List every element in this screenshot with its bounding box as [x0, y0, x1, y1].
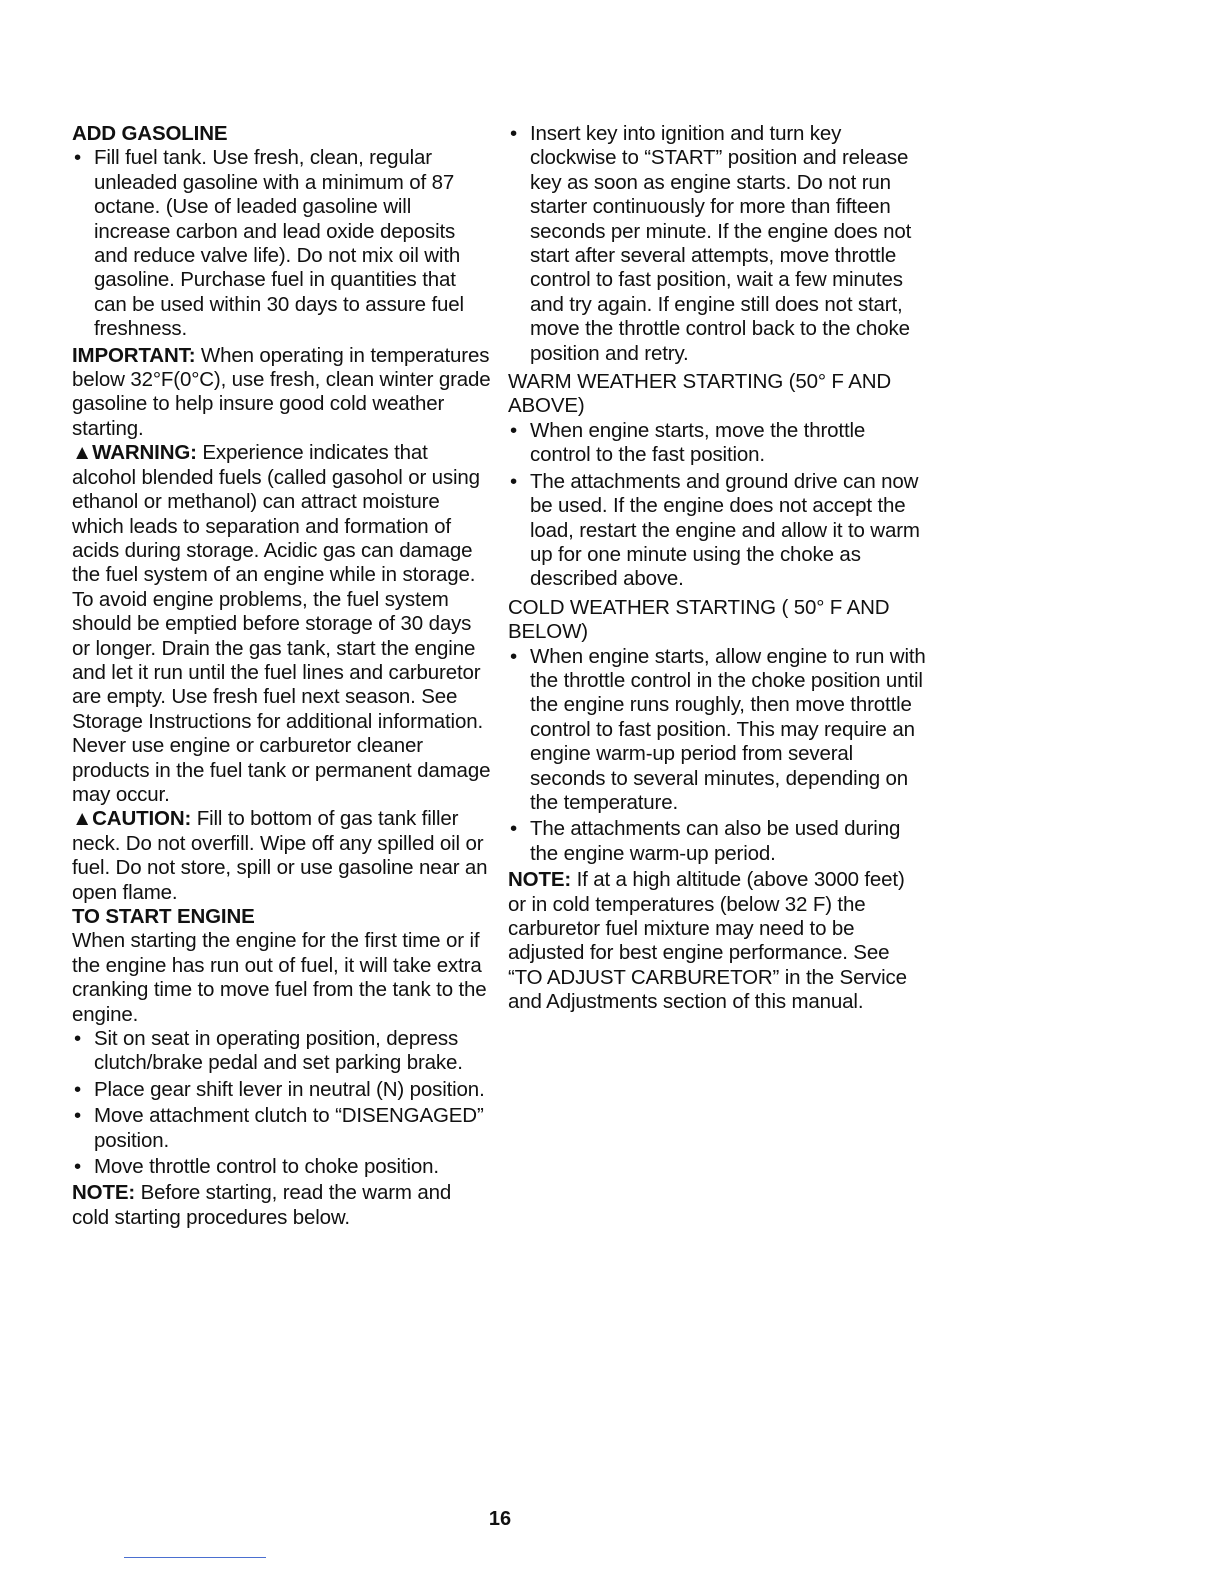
bullet-marker: •: [74, 1027, 82, 1051]
cold-weather-list: [508, 645, 928, 867]
ignition-text: Insert key into ignition and turn key clockwise to “START” position and release key as soon as engine starts. Do not run starter continuously for more than fifteen seconds per minute. If the engine does not start after several attempts, move throttle control to fast position, wait a few minutes and try again. If engine still does not start, move the throttle control back to the choke position and retry.: [530, 122, 912, 365]
list-item-text: Move attachment clutch to “DISENGAGED” position.: [94, 1104, 484, 1152]
right-note-paragraph: [508, 868, 928, 1014]
list-item-text: Move throttle control to choke position.: [94, 1155, 439, 1179]
add-gasoline-text: Fill fuel tank. Use fresh, clean, regular unleaded gasoline with a minimum of 87 octane. (Use of leaded gasoline will increase carbon and lead oxide deposits and reduce valve life). Do not mix oil with gasoline. Purchase fuel in quantities that can be used within 30 days to assure fuel freshness.: [94, 146, 464, 341]
list-item: [508, 470, 928, 592]
list-item: [508, 645, 928, 816]
list-item: [508, 419, 928, 468]
warning-label: WARNING:: [92, 441, 197, 465]
to-start-engine-intro: When starting the engine for the first time or if the engine has run out of fuel, it will take extra cranking time to move fuel from the tank to the engine.: [72, 929, 487, 1026]
bullet-marker: •: [510, 418, 518, 442]
start-engine-list: [72, 1027, 492, 1179]
list-item-text: Place gear shift lever in neutral (N) position.: [94, 1077, 485, 1101]
bullet-marker: •: [510, 469, 518, 493]
bullet-marker: •: [74, 1155, 82, 1179]
list-item-text: When engine starts, allow engine to run with the throttle control in the choke position until the engine runs roughly, then move throttle control to fast position. This may require an engine warm-up period from several seconds to several minutes, depending on the temperature.: [530, 644, 926, 814]
bullet-marker: •: [74, 1077, 82, 1101]
add-gasoline-list: [72, 146, 492, 341]
caution-paragraph: [72, 807, 492, 905]
warm-weather-list: [508, 419, 928, 592]
bullet-marker: •: [74, 1104, 82, 1128]
list-item-text: The attachments can also be used during the engine warm-up period.: [530, 817, 901, 865]
ignition-list: [508, 122, 928, 366]
list-item: [508, 817, 928, 866]
warning-triangle-icon: ▲: [72, 441, 93, 465]
list-item: [72, 1155, 492, 1179]
left-note-paragraph: [72, 1181, 492, 1230]
bullet-marker: •: [510, 817, 518, 841]
left-column: [72, 122, 492, 1230]
bullet-marker: •: [510, 644, 518, 668]
list-item-text: The attachments and ground drive can now be used. If the engine does not accept the load, restart the engine and allow it to warm up for one minute using the choke as described above.: [530, 469, 920, 591]
note-text: If at a high altitude (above 3000 feet) or in cold temperatures (below 32 F) the carburetor fuel mixture may need to be adjusted for best engine performance. See “TO ADJUST CARBURETOR” in the Service and Adjustments section of this manual.: [508, 868, 907, 1014]
list-item: [72, 1104, 492, 1153]
important-text: When operating in temperatures below 32°F(0°C), use fresh, clean winter grade gasoline to help insure good cold weather starting.: [72, 343, 491, 440]
right-column: [508, 122, 928, 1015]
list-item-text: When engine starts, move the throttle control to the fast position.: [530, 418, 866, 467]
note-label: NOTE:: [508, 868, 572, 892]
caution-label: CAUTION:: [92, 807, 192, 831]
important-paragraph: [72, 344, 492, 442]
note-text: Before starting, read the warm and cold starting procedures below.: [72, 1181, 452, 1229]
to-start-engine-heading: TO START ENGINE: [72, 905, 255, 928]
caution-text: Fill to bottom of gas tank filler neck. Do not overfill. Wipe off any spilled oil or fuel. Do not store, spill or use gasoline near an open flame.: [72, 807, 488, 904]
page-number: 16: [488, 1508, 512, 1530]
important-label: IMPORTANT:: [72, 343, 196, 367]
warm-weather-heading: WARM WEATHER STARTING (50° F AND ABOVE): [508, 370, 892, 418]
list-item: [72, 146, 492, 341]
list-item: [72, 1078, 492, 1102]
bullet-marker: •: [510, 122, 518, 145]
cold-weather-heading: COLD WEATHER STARTING ( 50° F AND BELOW): [508, 595, 890, 644]
bottom-rule: [124, 1557, 266, 1558]
add-gasoline-heading: ADD GASOLINE: [72, 122, 228, 145]
list-item-text: Sit on seat in operating position, depress clutch/brake pedal and set parking brake.: [94, 1027, 463, 1075]
warning-paragraph: [72, 441, 492, 807]
caution-triangle-icon: ▲: [72, 807, 93, 831]
list-item: [508, 122, 928, 366]
warning-text: Experience indicates that alcohol blended fuels (called gasohol or using ethanol or methanol) can attract moisture which leads to separation and formation of acids during storage. Acidic gas can damage the fuel system of an engine while in storage. To avoid engine problems, the fuel system should be emptied before storage of 30 days or longer. Drain the gas tank, start the engine and let it run until the fuel lines and carburetor are empty. Use fresh fuel next season. See Storage Instructions for additional information. Never use engine or carburetor cleaner products in the fuel tank or permanent damage may occur.: [72, 441, 491, 806]
list-item: [72, 1027, 492, 1076]
note-label: NOTE:: [72, 1181, 136, 1205]
bullet-marker: •: [74, 146, 82, 170]
